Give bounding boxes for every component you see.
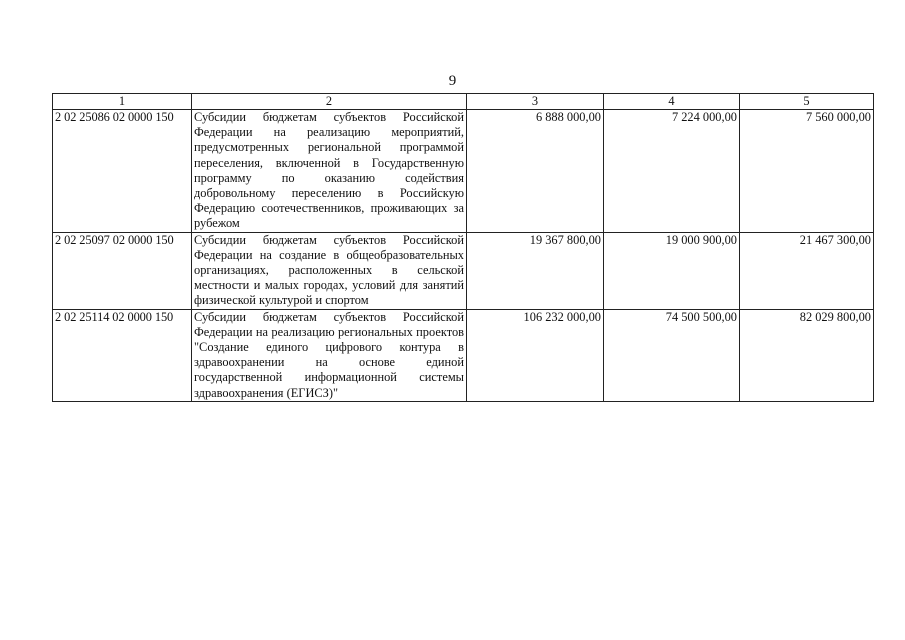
budget-table [52, 93, 874, 402]
header-cell-2: 2 [192, 94, 467, 110]
amount-col3-cell: 106 232 000,00 [467, 309, 604, 401]
description-cell: Субсидии бюджетам субъектов Российской Федерации на реализацию мероприятий, предусмотренных региональной программой переселения, включенной в Государственную программу по оказанию содействия добровольному переселению в Российскую Федерацию соотечественников, проживающих за рубежом [192, 110, 467, 233]
table-row [53, 309, 874, 401]
amount-col5-cell: 7 560 000,00 [740, 110, 874, 233]
header-row [53, 94, 874, 110]
revenue-code-cell: 2 02 25086 02 0000 150 [53, 110, 192, 233]
amount-col3-cell: 19 367 800,00 [467, 232, 604, 309]
amount-col4-cell: 74 500 500,00 [604, 309, 740, 401]
amount-col5-cell: 82 029 800,00 [740, 309, 874, 401]
page-number: 9 [448, 73, 457, 89]
revenue-code-cell: 2 02 25114 02 0000 150 [53, 309, 192, 401]
description-cell: Субсидии бюджетам субъектов Российской Федерации на реализацию региональных проектов "Создание единого цифрового контура в здравоохранении на основе единой государственной информационной системы здравоохранения (ЕГИСЗ)" [192, 309, 467, 401]
header-cell-3: 3 [467, 94, 604, 110]
amount-col4-cell: 7 224 000,00 [604, 110, 740, 233]
description-cell: Субсидии бюджетам субъектов Российской Федерации на создание в общеобразовательных организациях, расположенных в сельской местности и малых городах, условий для занятий физической культурой и спортом [192, 232, 467, 309]
amount-col3-cell: 6 888 000,00 [467, 110, 604, 233]
amount-col5-cell: 21 467 300,00 [740, 232, 874, 309]
amount-col4-cell: 19 000 900,00 [604, 232, 740, 309]
revenue-code-cell: 2 02 25097 02 0000 150 [53, 232, 192, 309]
table-row [53, 110, 874, 233]
header-cell-4: 4 [604, 94, 740, 110]
header-cell-5: 5 [740, 94, 874, 110]
table-row [53, 232, 874, 309]
header-cell-1: 1 [53, 94, 192, 110]
